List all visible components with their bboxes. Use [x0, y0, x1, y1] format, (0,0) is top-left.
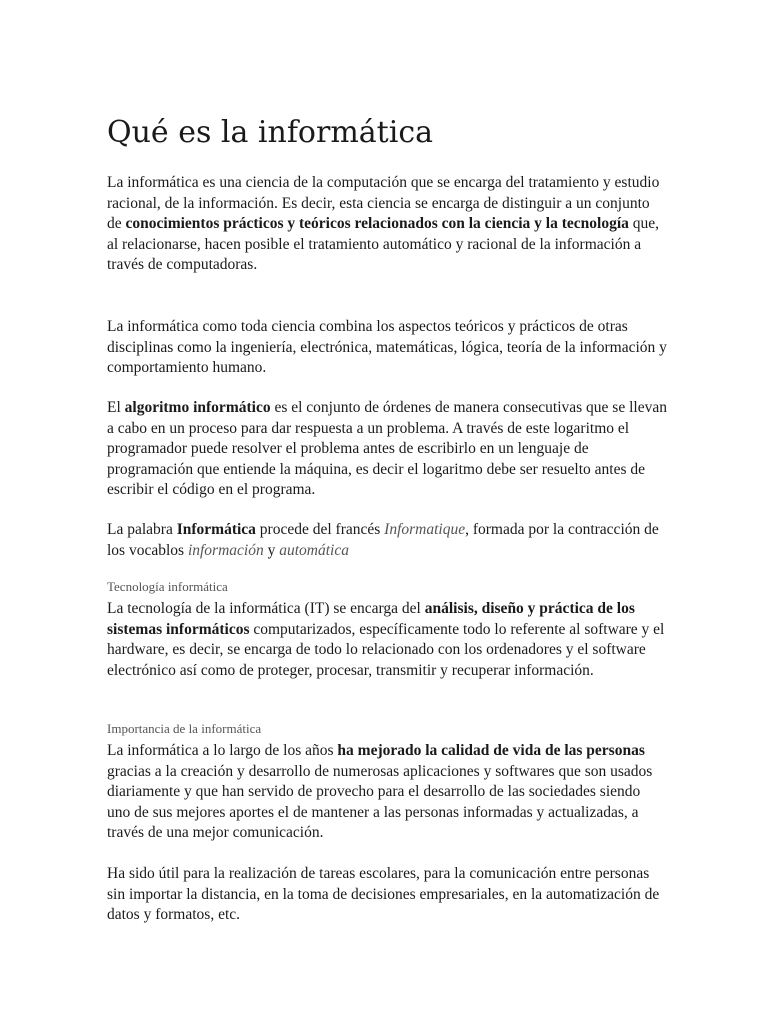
- paragraph-importancia: [107, 741, 667, 844]
- paragraph-text: que, al relacionarse, hacen posible el tratamiento automático y racional de la información a través de computadoras.: [107, 215, 660, 273]
- paragraph-text: El: [107, 399, 125, 416]
- paragraph-text: computarizados, específicamente todo lo referente al software y el hardware, es decir, se encarga de todo lo relacionado con los ordenadores y el software electrónico así como de proteger, procesar, transmitir y recuperar información.: [107, 620, 665, 679]
- section-heading-tecnologia: Tecnología informática: [107, 579, 228, 594]
- paragraph-bold-text: algoritmo informático: [124, 399, 271, 416]
- paragraph-bold-text: análisis, diseño y práctica de los sistemas informáticos: [107, 600, 635, 638]
- paragraph-algorithm: [107, 398, 667, 501]
- section-heading-importancia: Importancia de la informática: [107, 721, 262, 736]
- paragraph-bold-text: ha mejorado la calidad de vida de las personas: [337, 742, 645, 759]
- paragraph-italic-text: Informatique: [384, 521, 466, 538]
- page-title: Qué es la informática: [107, 115, 434, 150]
- paragraph-text: La informática es una ciencia de la computación que se encarga del tratamiento y estudio racional, de la información. Es decir, esta ciencia se encarga de distinguir a un conjunto de: [107, 174, 660, 232]
- paragraph-definition: [107, 173, 667, 276]
- paragraph-bold-text: conocimientos prácticos y teóricos relacionados con la ciencia y la tecnología: [125, 215, 629, 232]
- paragraph-text: procede del francés: [255, 521, 385, 538]
- paragraph-text: gracias a la creación y desarrollo de numerosas aplicaciones y softwares que son usados diariamente y que han servido de provecho para el desarrollo de las sociedades siendo uno de sus mejores aportes el de mantener a las personas informadas y actualizadas, a través de una mejor comunicación.: [107, 762, 653, 841]
- paragraph-etymology: [107, 520, 667, 561]
- paragraph-italic-text: automática: [279, 541, 349, 559]
- paragraph-text: La tecnología de la informática (IT) se encarga del: [107, 600, 425, 617]
- paragraph-italic-text: información: [187, 541, 264, 559]
- paragraph-bold-text: Informática: [176, 521, 256, 538]
- paragraph-text: La informática a lo largo de los años: [107, 742, 338, 759]
- paragraph-utilidad: Ha sido útil para la realización de tareas escolares, para la comunicación entre personas sin importar la distancia, en la toma de decisiones empresariales, en la automatización de datos y formatos, etc.: [107, 865, 660, 923]
- paragraph-tecnologia: [107, 599, 667, 681]
- paragraph-text: La palabra: [107, 521, 177, 538]
- paragraph-text: , formada por la contracción de los vocablos: [107, 521, 659, 559]
- paragraph-disciplines: La informática como toda ciencia combina los aspectos teóricos y prácticos de otras disciplinas como la ingeniería, electrónica, matemáticas, lógica, teoría de la información y comportamiento humano.: [107, 318, 667, 376]
- paragraph-text: es el conjunto de órdenes de manera consecutivas que se llevan a cabo en un proceso para dar respuesta a un problema. A través de este logaritmo el programador puede resolver el problema antes de escribirlo en un lenguaje de programación que entiende la máquina, es decir el logaritmo debe ser resuelto antes de escribir el código en el programa.: [107, 399, 667, 498]
- paragraph-text: y: [263, 541, 280, 559]
